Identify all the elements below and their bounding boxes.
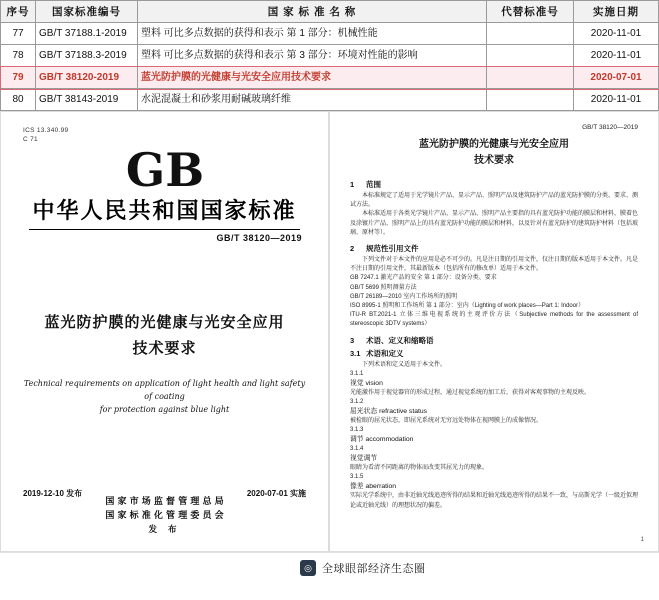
cover-title-en-line1: Technical requirements on application of light health and light safety of coating [23,379,306,401]
row-no: 79 [1,67,36,89]
gb-logo-icon [23,146,306,192]
term-name: 像差 aberration [350,483,397,491]
row-date: 2020-11-01 [574,23,659,45]
table-header-no: 序号 [1,1,36,23]
document-scan-area [0,111,659,552]
cover-ccs: C 71 [23,136,38,143]
table-row[interactable] [1,45,659,67]
reference-item: ISO 8995-1 照明和工作场所 第 1 部分：室内（Lighting of work places—Part 1: Indoor） [350,303,585,310]
term-number: 3.1.1 [350,370,364,377]
term-number: 3.1.5 [350,474,364,481]
cover-effective-date: 2020-07-01 实施 [246,489,306,498]
cover-national-title: 中华人民共和国国家标准 [32,198,297,224]
section-heading [350,179,638,190]
cover-issuer-line1: 国 家 市 场 监 督 管 理 总 局 [105,497,224,507]
cover-issuer-line2: 国 家 标 准 化 管 理 委 员 会 [105,511,224,521]
term-definition: 眼睛为看清不同距离的物体而改变其屈光力的现象。 [350,465,489,472]
table-row[interactable] [1,89,659,111]
standard-cover-page[interactable] [0,111,329,552]
subsection-title: 术语和定义 [366,348,404,358]
standards-table [0,0,659,111]
section-paragraph: 本标准规定了适用于光学镜片产品、显示产品、照明产品及建筑防护产品的蓝光防护膜的分类、要求、测试方法。 [350,193,639,209]
term-entry [350,398,638,426]
section-paragraph: 下列文件对于本文件的应用是必不可少的。凡是注日期的引用文件，仅注日期的版本适用于本文件。凡是不注日期的引用文件，其最新版本（包括所有的修改单）适用于本文件。 [350,257,639,273]
term-definition: 被检眼的屈光状态，即屈光系统对无穷远处物体在视网膜上的成像情况。 [350,418,543,425]
term-name: 调节 accommodation [350,436,414,444]
term-entry [350,426,638,445]
row-name: 塑料 可比多点数据的获得和表示 第 1 部分：机械性能 [138,23,487,45]
content-header-code: GB/T 38120—2019 [582,124,638,131]
row-replace [487,89,574,111]
row-no: 77 [1,23,36,45]
cover-divider [29,229,300,230]
reference-item: GB/T 5699 照明测量方法 [350,284,417,291]
term-entry [350,473,638,510]
standard-content-page[interactable] [329,111,659,552]
term-number: 3.1.2 [350,399,364,406]
term-entry [350,370,638,398]
cover-ics: ICS 13.340.99 [23,127,69,134]
table-header-replace: 代替标准号 [487,1,574,23]
row-name: 蓝光防护膜的光健康与光安全应用技术要求 [138,67,487,89]
section-normative-references [350,243,638,330]
table-header-row [1,1,659,23]
account-footer [0,553,659,583]
section-number: 3 [350,335,355,345]
row-code: GB/T 38120-2019 [36,67,138,89]
section-terms [350,335,638,511]
row-replace [487,23,574,45]
row-date: 2020-11-01 [574,45,659,67]
table-header-code: 国家标准编号 [36,1,138,23]
row-no: 78 [1,45,36,67]
table-row-highlighted[interactable] [1,67,659,89]
row-code: GB/T 37188.1-2019 [36,23,138,45]
content-title-line1: 蓝光防护膜的光健康与光安全应用 [419,139,569,150]
cover-title-line1: 蓝光防护膜的光健康与光安全应用 [44,313,285,331]
term-number: 3.1.3 [350,427,364,434]
svg-text:GB: GB [125,146,204,192]
row-name: 塑料 可比多点数据的获得和表示 第 3 部分：环境对性能的影响 [138,45,487,67]
content-title-line2: 技术要求 [474,155,514,166]
cover-issue-date: 2019-12-10 发布 [23,489,83,498]
term-entry [350,445,638,473]
row-replace [487,67,574,89]
row-date: 2020-11-01 [574,89,659,111]
row-no: 80 [1,89,36,111]
subsection-heading [350,348,638,359]
reference-item: ITU-R BT.2021-1 立体三维电视系统的主观评价方法（Subjective methods for the assessment of stereoscopic 3DTV systems） [350,312,638,328]
globe-icon: ◎ [300,560,316,576]
subsection-number: 3.1 [350,348,361,358]
section-title: 术语、定义和缩略语 [366,335,434,345]
cover-title-line2: 技术要求 [132,339,197,357]
table-header-date: 实施日期 [574,1,659,23]
row-code: GB/T 38143-2019 [36,89,138,111]
term-definition: 实际光学系统中，由非近轴光线追迹所得的结果和近轴光线追迹所得的结果不一致，与高斯光学（一级近似理论或近轴光线）的理想状况的偏差。 [350,493,639,509]
cover-standard-code: GB/T 38120—2019 [216,233,302,243]
cover-issuer [1,495,328,537]
term-definition: 光能激作用于视觉器官的形成过程，通过视觉系统的加工后，获得对客观事物的主观反映。 [350,389,591,396]
cover-publish-label: 发 布 [148,525,181,535]
term-name: 视觉调节 [350,455,378,463]
section-number: 1 [350,180,355,189]
section-heading [350,243,638,254]
table-header-name: 国 家 标 准 名 称 [138,1,487,23]
row-replace [487,45,574,67]
term-name: 视觉 vision [350,379,383,387]
row-code: GB/T 37188.3-2019 [36,45,138,67]
term-name: 屈光状态 refractive status [350,408,428,416]
section-title: 规范性引用文件 [366,244,419,254]
section-scope [350,179,638,238]
table-row[interactable] [1,23,659,45]
subsection-paragraph: 下列术语和定义适用于本文件。 [362,361,447,368]
section-paragraph: 本标准适用于各类光学镜片产品、显示产品、照明产品主要指的具有蓝光防护功能的膜层和材料，膜着色及涂镀片产品、照明产品上的具有蓝光防护功能的膜层和材料，以及针对有蓝光防护的建筑防护材料（包括玻璃、原材等）。 [350,211,639,236]
cover-title-en-line2: for protection against blue light [99,405,230,414]
section-title: 范围 [366,180,381,189]
section-heading [350,335,638,346]
reference-item: GB 7247.1 激光产品的安全 第 1 部分：设备分类、要求 [350,275,497,282]
account-name[interactable]: 全球眼部经济生态圈 [322,563,426,575]
page-number: 1 [640,537,644,543]
term-number: 3.1.4 [350,446,364,453]
row-name: 水泥混凝土和砂浆用耐碱玻璃纤维 [138,89,487,111]
section-number: 2 [350,244,355,254]
reference-item: GB/T 26189—2010 室内工作场所的照明 [350,293,458,300]
row-date: 2020-07-01 [574,67,659,89]
